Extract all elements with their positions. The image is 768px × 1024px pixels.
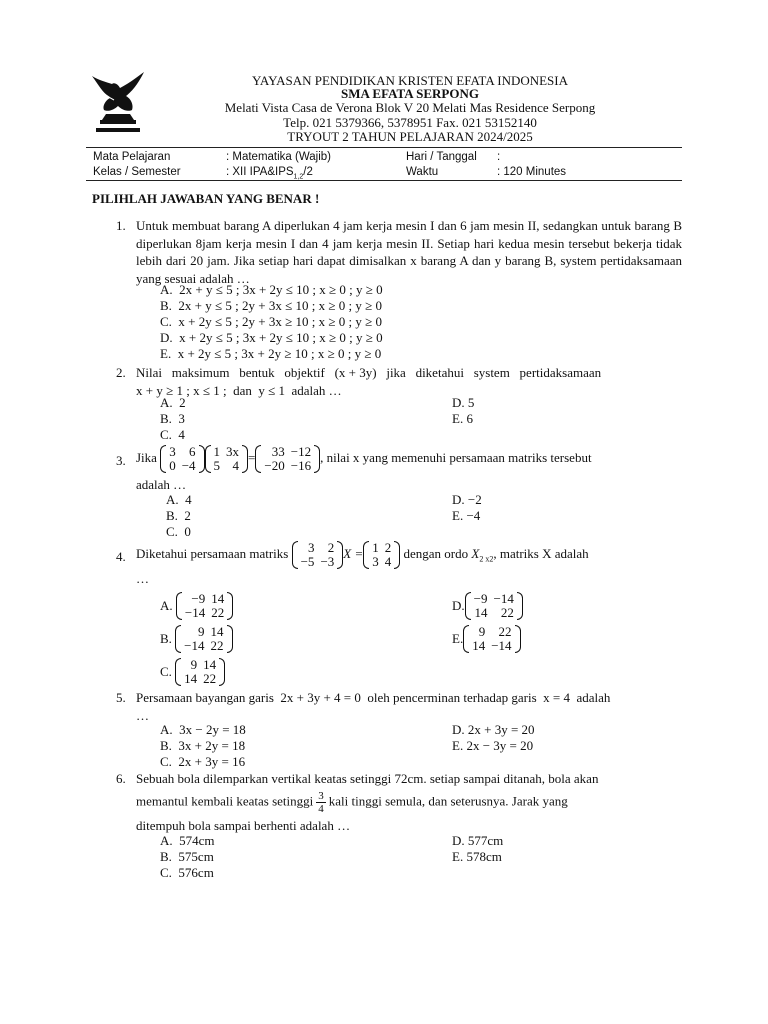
q3-option-d[interactable]: D. −2 bbox=[452, 492, 482, 507]
header-rule bbox=[86, 147, 682, 148]
question-number: 2. bbox=[116, 365, 126, 380]
school-name: SMA EFATA SERPONG bbox=[341, 86, 479, 101]
q3-option-c[interactable]: C. 0 bbox=[166, 524, 191, 539]
question-text: Jika 3 6 0 −4 1 3x 5 4 = 33 −12 −20 −16 , nilai x yang memenuhi persamaan matriks tersebut bbox=[136, 444, 592, 473]
question-text: Diketahui persamaan matriks 3 2 −5 −3 X = 1 2 3 4 dengan ordo $X_{2 x2}$, matriks X adalah bbox=[136, 540, 589, 569]
q5-option-b[interactable]: B. 3x + 2y = 18 bbox=[160, 738, 246, 753]
q5-option-e[interactable]: E. 2x − 3y = 20 bbox=[452, 738, 534, 753]
question-number: 4. bbox=[116, 549, 126, 564]
q4-option-b[interactable]: B. 9 14 −14 22 bbox=[160, 625, 233, 653]
class-label: Kelas / Semester bbox=[93, 166, 181, 178]
question-text: Nilai maksimum bentuk objektif (x + 3y) jika diketahui system pertidaksamaan bbox=[136, 365, 602, 380]
foundation-name: YAYASAN PENDIDIKAN KRISTEN EFATA INDONESIA bbox=[251, 73, 569, 88]
question-number: 1. bbox=[116, 218, 126, 233]
question-text-2: memantul kembali keatas setinggi $\frac{3}{4}$ kali tinggi semula, dan seterusnya. Jarak yang bbox=[136, 789, 568, 815]
question-6 bbox=[116, 770, 682, 834]
question-3 bbox=[116, 445, 682, 494]
question-5 bbox=[116, 689, 682, 724]
subject-value: : Matematika (Wajib) bbox=[226, 151, 332, 163]
q3-option-b[interactable]: B. 2 bbox=[166, 508, 191, 523]
q2-option-b[interactable]: B. 3 bbox=[160, 411, 185, 426]
question-1 bbox=[116, 217, 682, 287]
q5-option-d[interactable]: D. 2x + 3y = 20 bbox=[452, 722, 535, 737]
matrix-2: 1 3x 5 4 bbox=[205, 445, 249, 473]
question-text-3: ditempuh bola sampai berhenti adalah … bbox=[136, 817, 351, 833]
school-address: Melati Vista Casa de Verona Blok V 20 Melati Mas Residence Serpong bbox=[224, 100, 596, 115]
q6-option-c[interactable]: C. 576cm bbox=[160, 865, 214, 880]
q1-option-c[interactable]: C. x + 2y ≤ 5 ; 2y + 3x ≥ 10 ; x ≥ 0 ; y ≥ 0 bbox=[160, 314, 382, 329]
q4-option-c[interactable]: C. 9 14 14 22 bbox=[160, 658, 225, 686]
q6-option-a[interactable]: A. 574cm bbox=[160, 833, 215, 848]
question-text-2: adalah … bbox=[136, 477, 187, 492]
matrix-2: 1 2 3 4 bbox=[363, 541, 400, 569]
instructions: PILIHLAH JAWABAN YANG BENAR ! bbox=[92, 191, 320, 206]
q3-option-e[interactable]: E. −4 bbox=[452, 508, 481, 523]
q1-option-d[interactable]: D. x + 2y ≤ 5 ; 3x + 2y ≤ 10 ; x ≥ 0 ; y ≥ 0 bbox=[160, 330, 383, 345]
q2-option-c[interactable]: C. 4 bbox=[160, 427, 185, 442]
question-number: 6. bbox=[116, 771, 126, 786]
matrix-1: 3 6 0 −4 bbox=[160, 445, 204, 473]
question-4 bbox=[116, 541, 682, 588]
q4-option-e[interactable]: E. 9 22 14 −14 bbox=[452, 625, 521, 653]
question-text-2: … bbox=[136, 707, 149, 723]
q4-option-a[interactable]: A. −9 14 −14 22 bbox=[160, 592, 233, 620]
school-logo-icon bbox=[88, 70, 148, 142]
time-label: Waktu bbox=[406, 166, 439, 178]
matrix-3: 33 −12 −20 −16 bbox=[255, 445, 320, 473]
q1-option-e[interactable]: E. x + 2y ≤ 5 ; 3x + 2y ≥ 10 ; x ≥ 0 ; y ≥ 0 bbox=[160, 346, 382, 361]
matrix-1: 3 2 −5 −3 bbox=[292, 541, 344, 569]
q6-option-e[interactable]: E. 578cm bbox=[452, 849, 502, 864]
question-2 bbox=[116, 364, 682, 399]
q6-option-b[interactable]: B. 575cm bbox=[160, 849, 214, 864]
day-label: Hari / Tanggal bbox=[406, 151, 477, 163]
q6-option-d[interactable]: D. 577cm bbox=[452, 833, 504, 848]
q2-option-d[interactable]: D. 5 bbox=[452, 395, 475, 410]
class-value: : XII $IPA\&IPS_{1,2}/2$ bbox=[226, 166, 313, 181]
q1-option-a[interactable]: A. 2x + y ≤ 5 ; 3x + 2y ≤ 10 ; x ≥ 0 ; y ≥ 0 bbox=[160, 282, 383, 297]
fraction: $\frac{3}{4}$ bbox=[318, 789, 324, 815]
subject-label: Mata Pelajaran bbox=[93, 151, 171, 163]
question-text-2: … bbox=[136, 571, 149, 586]
day-value: : bbox=[497, 151, 501, 163]
question-text: Untuk membuat barang A diperlukan 4 jam kerja mesin I dan 6 jam mesin II, sedangkan untuk barang B diperlukan 8jam kerja mesin I dan 4 jam kerja mesin II. Setiap hari kedua mesin tersebut bekerja tidak lebih dari 20 jam. Jika setiap hari dapat dimisalkan x barang A dan y barang B, system pertidaksamaan yang sesuai adalah … bbox=[136, 218, 682, 286]
school-phone: Telp. 021 5379366, 5378951 Fax. 021 53152140 bbox=[283, 115, 537, 130]
info-rule bbox=[86, 180, 682, 181]
question-text-2: x + y ≥ 1 ; x ≤ 1 ; dan y ≤ 1 adalah … bbox=[136, 382, 342, 398]
question-number: 5. bbox=[116, 690, 126, 705]
q2-option-a[interactable]: A. 2 bbox=[160, 395, 186, 410]
q1-option-b[interactable]: B. 2x + y ≤ 5 ; 2y + 3x ≤ 10 ; x ≥ 0 ; y ≥ 0 bbox=[160, 298, 382, 313]
question-text: Persamaan bayangan garis 2x + 3y + 4 = 0 oleh pencerminan terhadap garis x = 4 adalah bbox=[136, 690, 611, 705]
q5-option-c[interactable]: C. 2x + 3y = 16 bbox=[160, 754, 246, 769]
q5-option-a[interactable]: A. 3x − 2y = 18 bbox=[160, 722, 246, 737]
q2-option-e[interactable]: E. 6 bbox=[452, 411, 473, 426]
time-value: : 120 Minutes bbox=[497, 166, 567, 178]
q4-option-d[interactable]: D. −9 −14 14 22 bbox=[452, 592, 523, 620]
q3-option-a[interactable]: A. 4 bbox=[166, 492, 192, 507]
question-text: Sebuah bola dilemparkan vertikal keatas setinggi 72cm. setiap sampai ditanah, bola akan bbox=[136, 771, 599, 786]
exam-title: TRYOUT 2 TAHUN PELAJARAN 2024/2025 bbox=[287, 129, 533, 144]
question-number: 3. bbox=[116, 453, 126, 468]
